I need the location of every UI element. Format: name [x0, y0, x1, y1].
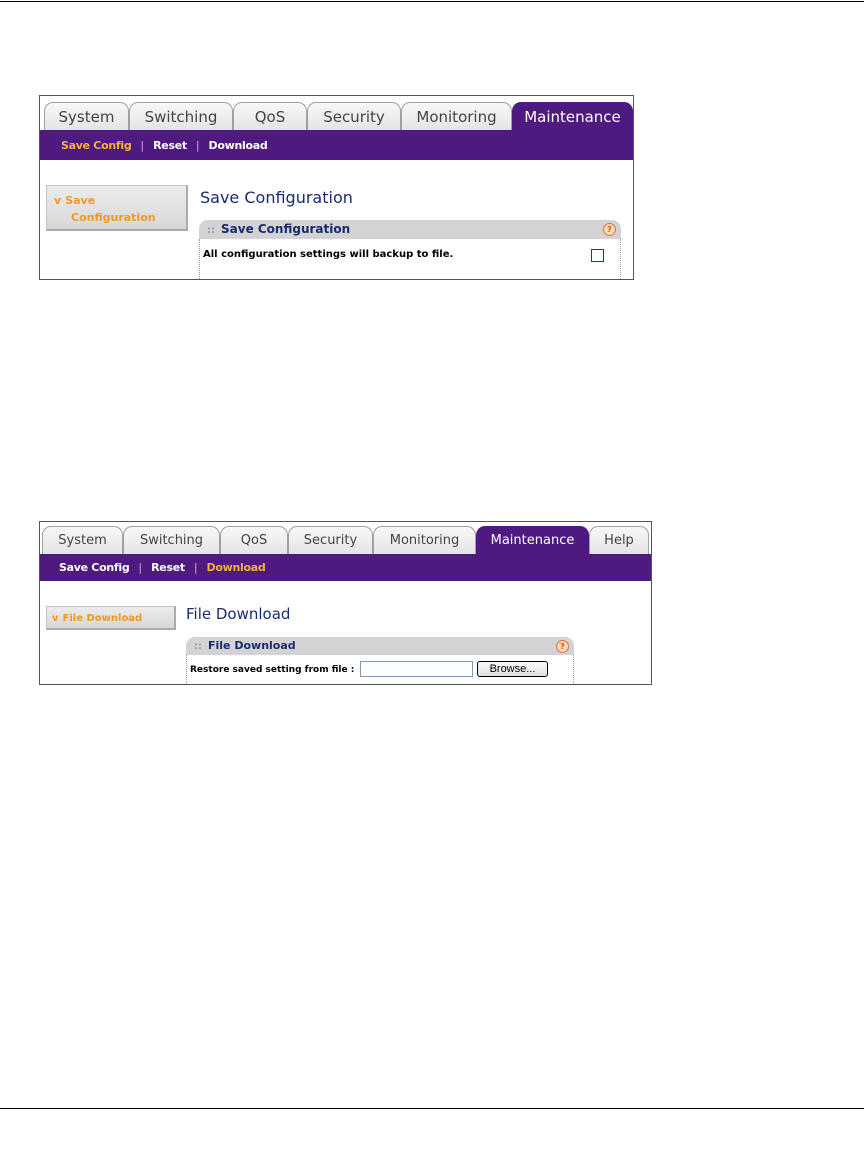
panel-body — [186, 655, 574, 685]
restore-label: Restore saved setting from file : — [190, 665, 355, 675]
page-title: Save Configuration — [200, 188, 353, 207]
panel-body — [199, 239, 621, 279]
help-icon[interactable]: ? — [603, 223, 616, 236]
save-config-screenshot — [39, 95, 634, 280]
subnav-reset[interactable]: Reset — [151, 561, 185, 574]
tab-switching[interactable]: Switching — [129, 102, 233, 130]
tab-system[interactable]: System — [44, 102, 129, 130]
sidebar-item-label: Save — [65, 194, 96, 207]
file-path-input[interactable] — [360, 661, 473, 677]
panel-header — [199, 220, 621, 239]
sidebar-item-label: File Download — [62, 613, 143, 624]
subnav-separator: | — [195, 138, 200, 152]
tab-qos[interactable]: QoS — [233, 102, 307, 130]
sub-navigation — [40, 130, 633, 160]
grip-icon: :: — [194, 641, 202, 652]
page-top-rule — [0, 1, 864, 2]
tab-security[interactable]: Security — [307, 102, 401, 130]
panel-header — [186, 637, 574, 655]
tab-monitoring[interactable]: Monitoring — [401, 102, 512, 130]
backup-checkbox[interactable] — [591, 249, 604, 262]
subnav-separator: | — [140, 138, 145, 152]
file-download-screenshot — [39, 521, 652, 685]
panel-title: Save Configuration — [221, 222, 351, 236]
panel-title: File Download — [208, 639, 296, 652]
browse-button[interactable]: Browse... — [477, 661, 548, 677]
subnav-separator: | — [193, 561, 198, 574]
tab-security[interactable]: Security — [288, 526, 373, 554]
subnav-save-config[interactable]: Save Config — [61, 138, 132, 152]
chevron-down-icon: v — [54, 194, 62, 207]
sidebar-item-save-configuration[interactable] — [46, 185, 188, 231]
sidebar-item-file-download[interactable] — [46, 606, 176, 630]
tab-system[interactable]: System — [42, 526, 123, 554]
save-configuration-panel — [199, 220, 621, 280]
tab-monitoring[interactable]: Monitoring — [373, 526, 476, 554]
subnav-separator: | — [138, 561, 143, 574]
subnav-download[interactable]: Download — [208, 138, 268, 152]
tab-qos[interactable]: QoS — [220, 526, 288, 554]
chevron-down-icon: v — [52, 613, 59, 624]
grip-icon: :: — [207, 225, 215, 236]
main-tab-bar — [40, 522, 651, 556]
subnav-save-config[interactable]: Save Config — [59, 561, 130, 574]
tab-help[interactable]: Help — [589, 526, 649, 554]
subnav-download[interactable]: Download — [206, 561, 266, 574]
file-download-panel — [186, 637, 574, 685]
tab-maintenance[interactable]: Maintenance — [476, 526, 589, 554]
backup-label: All configuration settings will backup to file. — [203, 249, 454, 260]
tab-maintenance[interactable]: Maintenance — [512, 102, 633, 130]
help-icon[interactable]: ? — [556, 640, 569, 653]
page-bottom-rule — [0, 1108, 864, 1109]
tab-switching[interactable]: Switching — [123, 526, 220, 554]
main-tab-bar — [40, 96, 633, 130]
page-title: File Download — [186, 605, 291, 623]
subnav-reset[interactable]: Reset — [153, 138, 187, 152]
sub-navigation — [40, 554, 651, 581]
sidebar-item-label-line2: Configuration — [71, 211, 156, 224]
